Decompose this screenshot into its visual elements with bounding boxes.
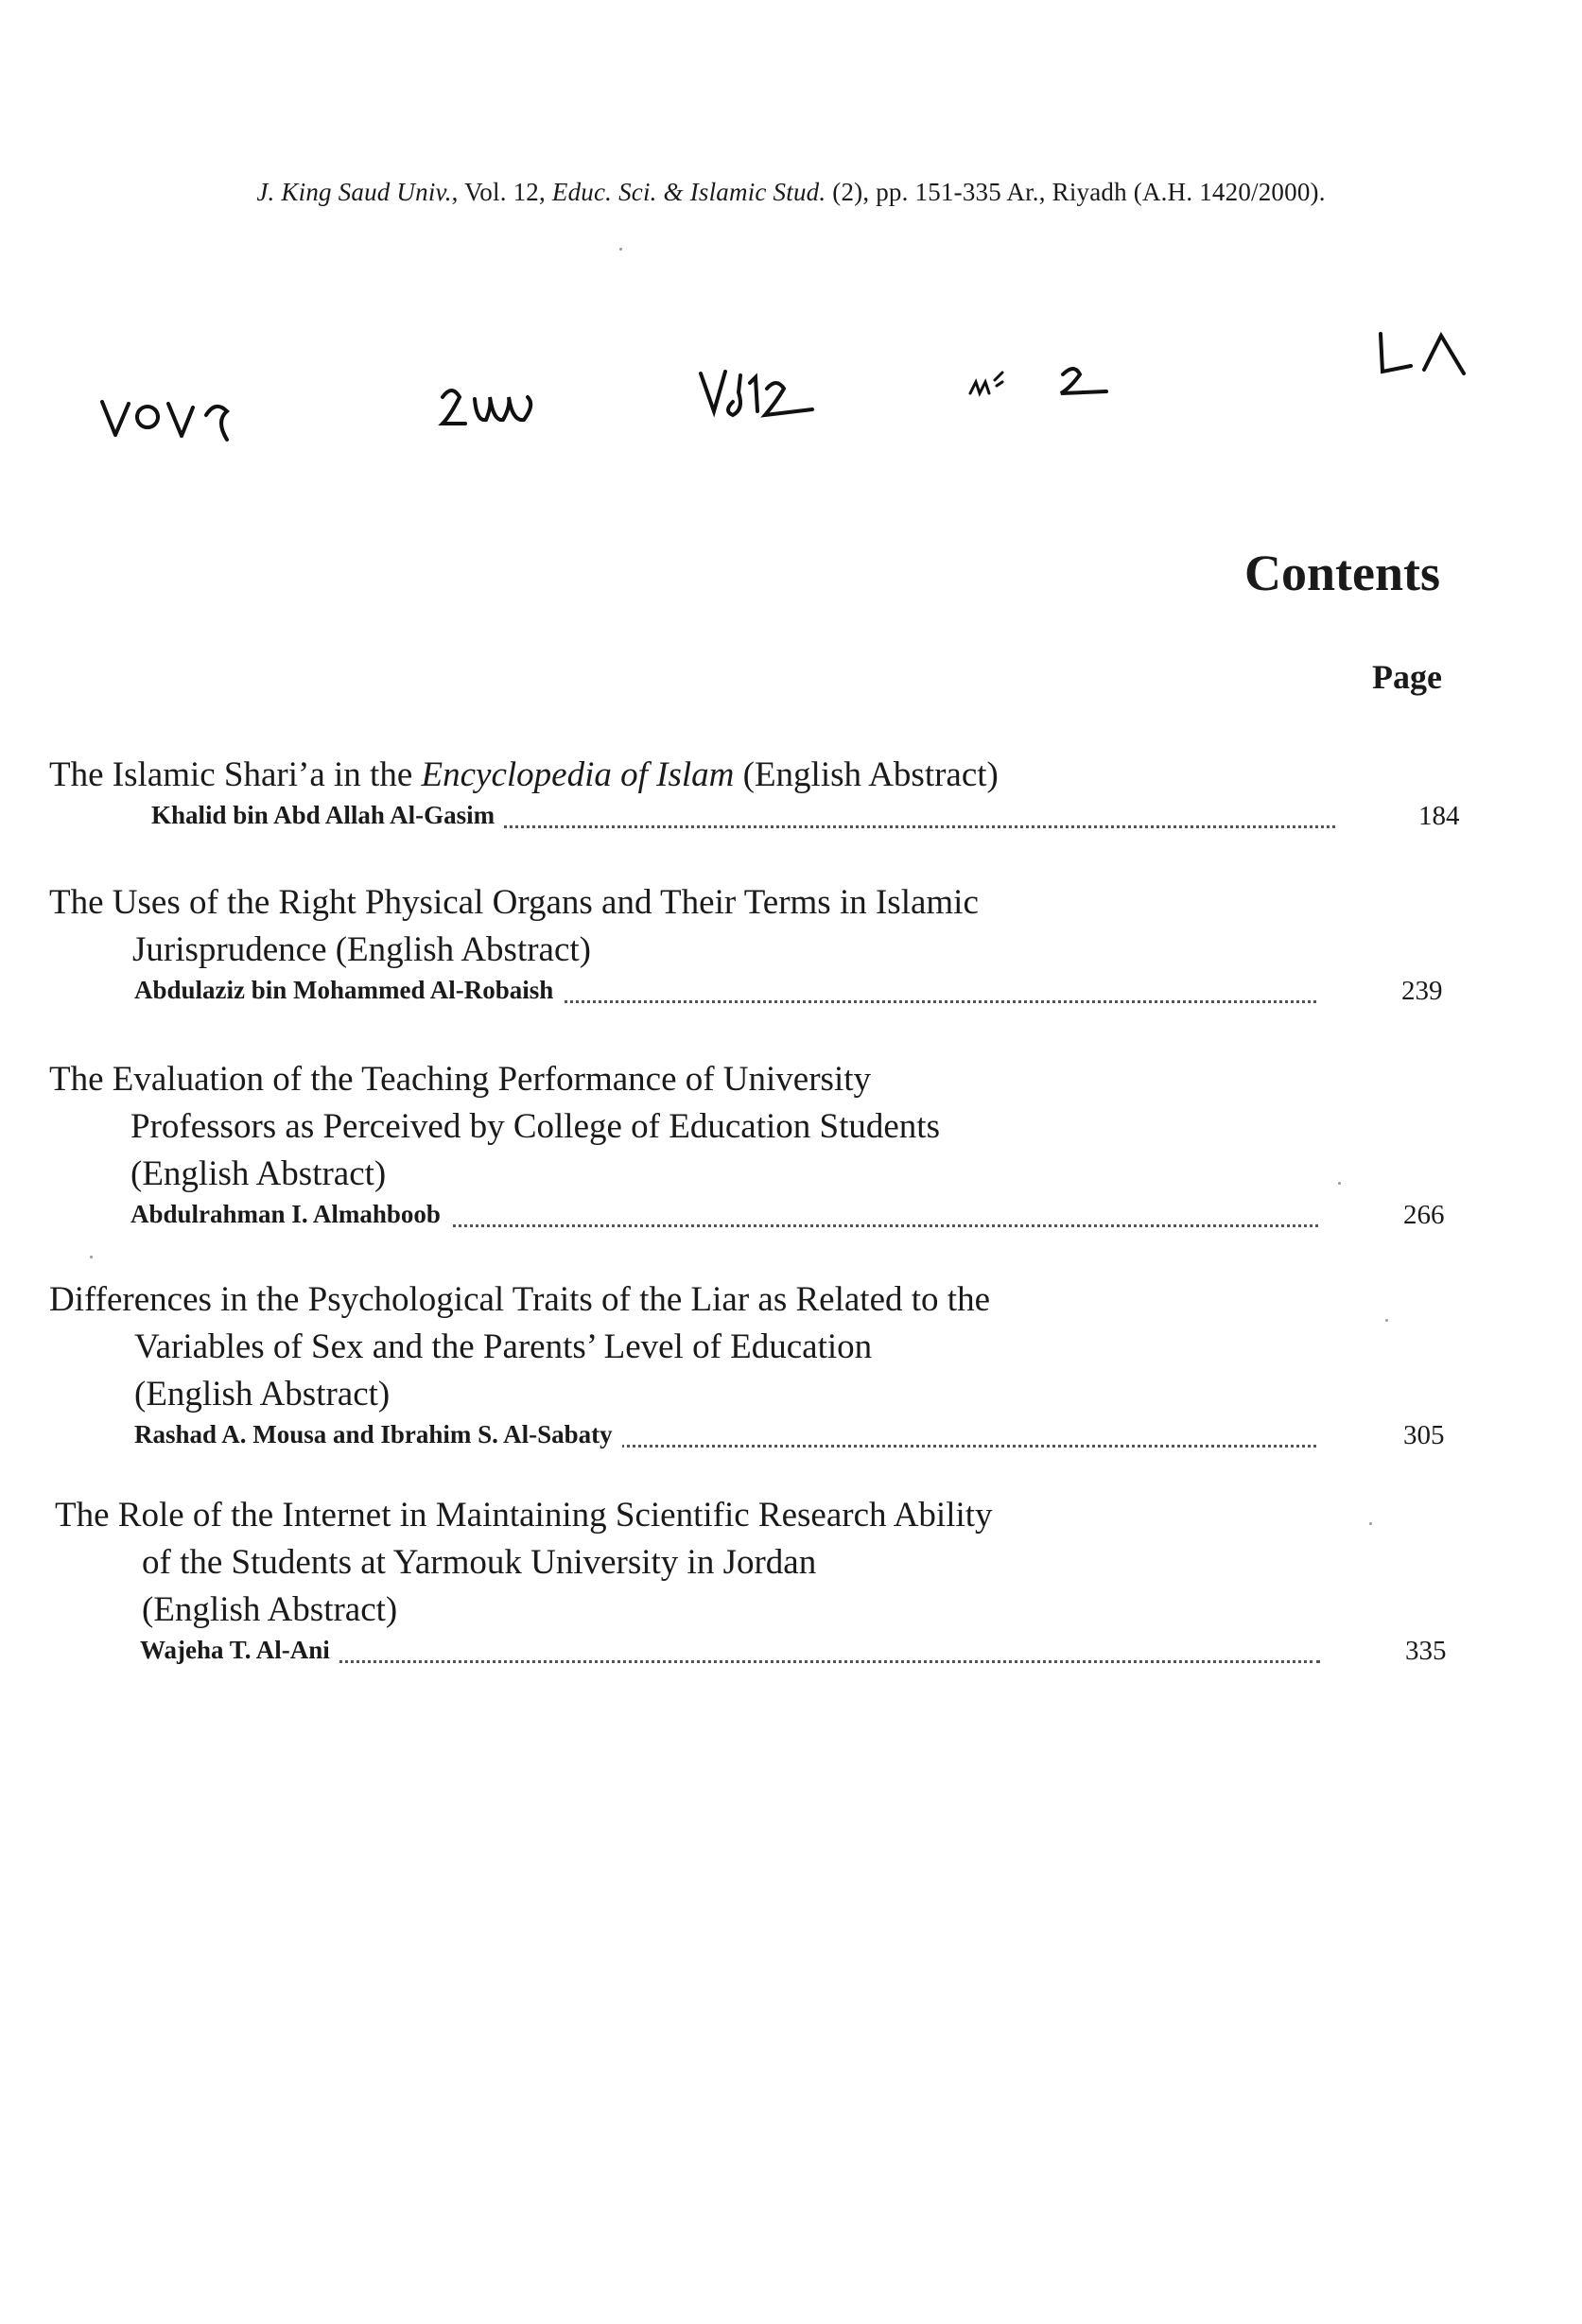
entry-title-line: The Evaluation of the Teaching Performance of University	[49, 1060, 872, 1099]
entry-page-number: 266	[1403, 1200, 1445, 1230]
scan-speck	[1369, 1522, 1372, 1525]
contents-heading: Contents	[1243, 545, 1440, 601]
toc-entry	[49, 1056, 1468, 1232]
toc-entry	[49, 1276, 1468, 1452]
entry-author: Khalid bin Abd Allah Al-Gasim	[151, 801, 504, 830]
handwritten-accession-number	[95, 383, 246, 449]
entry-author: Wajeha T. Al-Ani	[140, 1636, 339, 1665]
toc-entry	[49, 752, 1468, 833]
entry-title-line: of the Students at Yarmouk University in Jordan	[142, 1543, 817, 1582]
entry-title-line: The Uses of the Right Physical Organs and Their Terms in Islamic	[49, 883, 979, 922]
entry-page-number: 184	[1418, 801, 1460, 831]
entry-title-line: (English Abstract)	[130, 1154, 387, 1193]
page-column-label: Page	[1372, 658, 1442, 696]
handwritten-year	[437, 378, 550, 435]
journal-volume: , Vol. 12,	[451, 178, 552, 206]
scan-speck	[619, 248, 622, 251]
author-row	[49, 801, 1468, 833]
author-row	[49, 1420, 1468, 1452]
entry-author: Rashad A. Mousa and Ibrahim S. Al-Sabaty	[134, 1420, 622, 1449]
entry-page-number: 305	[1403, 1420, 1445, 1450]
journal-pages-place: (2), pp. 151-335 Ar., Riyadh (A.H. 1420/2000).	[826, 178, 1326, 206]
scan-speck	[1385, 1319, 1388, 1322]
toc-entry	[49, 1492, 1468, 1668]
entry-page-number: 239	[1401, 976, 1443, 1006]
entry-title-line: Professors as Perceived by College of Education Students	[130, 1107, 940, 1146]
author-row	[49, 976, 1468, 1008]
author-row	[49, 1636, 1468, 1668]
handwritten-shelf-mark	[1371, 326, 1475, 383]
entry-title-line: Variables of Sex and the Parents’ Level of Education	[134, 1327, 873, 1366]
journal-name: J. King Saud Univ.	[256, 178, 452, 206]
entry-title-line: (English Abstract)	[134, 1375, 391, 1413]
entry-author: Abdulrahman I. Almahboob	[130, 1200, 450, 1229]
entry-title-line: Differences in the Psychological Traits of the Liar as Related to the	[49, 1280, 990, 1319]
toc-entry	[49, 879, 1468, 1008]
entry-title-line: (English Abstract)	[142, 1590, 398, 1629]
entry-title-line: The Role of the Internet in Maintaining Scientific Research Ability	[55, 1496, 993, 1535]
journal-citation	[0, 178, 1582, 207]
entry-title-line: The Islamic Shari’a in the Encyclopedia of Islam (English Abstract)	[49, 755, 999, 794]
scan-speck	[1338, 1182, 1341, 1185]
entry-page-number: 335	[1405, 1636, 1447, 1666]
entry-title-line: Jurisprudence (English Abstract)	[132, 930, 591, 969]
handwritten-issue	[965, 359, 1116, 407]
author-row	[49, 1200, 1468, 1232]
entry-author: Abdulaziz bin Mohammed Al-Robaish	[134, 976, 563, 1005]
scan-speck	[90, 1256, 93, 1258]
handwritten-volume	[695, 364, 827, 430]
journal-section: Educ. Sci. & Islamic Stud.	[551, 178, 826, 206]
